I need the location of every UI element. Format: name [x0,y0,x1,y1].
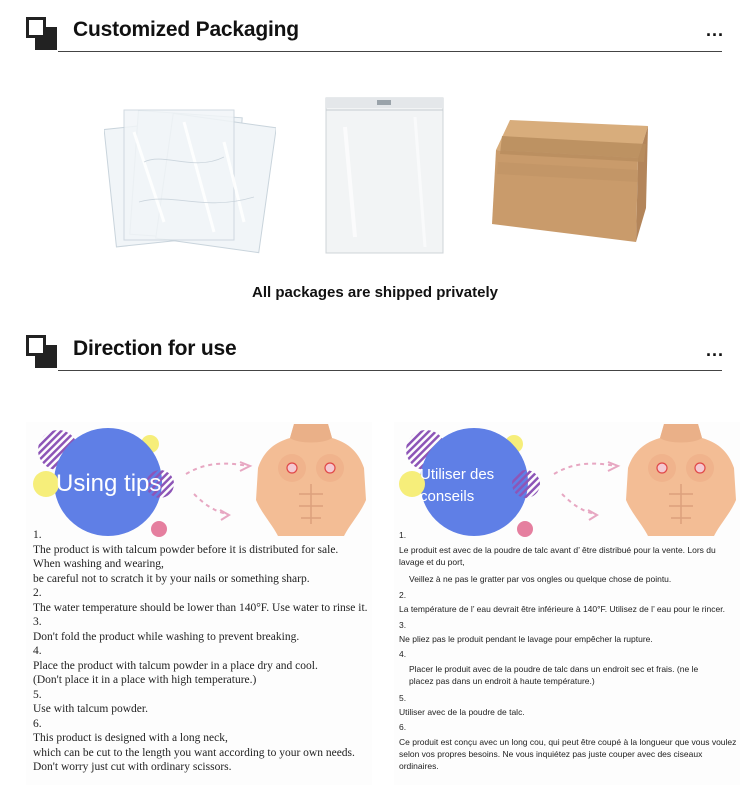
tips-line: The product is with talcum powder before it is distributed for sale. [33,544,339,556]
tips-line: When washing and wearing, [33,558,164,570]
tips-line: Don't fold the product while washing to prevent breaking. [33,631,300,643]
tips-line: 2. [399,590,407,600]
section-square-icon [26,17,58,51]
tips-panel-english [26,422,372,785]
cardboard-box-image [488,118,650,244]
tips-line: 5. [399,693,407,703]
tips-line: Ce produit est conçu avec un long cou, qui peut être coupé à la longueur que vous voulez [399,737,737,747]
tips-line: 3. [399,620,407,630]
tips-line: Utiliser avec de la poudre de talc. [399,707,525,717]
tips-line: 5. [33,689,42,701]
tips-line: This product is designed with a long neck, [33,732,228,744]
section-header-packaging [0,12,750,72]
tips-line: Placer le produit avec de la poudre de talc dans un endroit sec et frais. (ne le [409,664,699,674]
section-title: Direction for use [73,337,237,360]
clear-bag-image [325,97,445,255]
packaging-caption: All packages are shipped privately [252,284,498,301]
section-divider [58,370,722,371]
tips-line: Le produit est avec de la poudre de talc avant d’ être distribué pour la vente. Lors du [399,545,716,555]
tips-line: lavage et du port, [399,557,465,567]
plastic-bags-image [104,102,276,257]
tips-line: The water temperature should be lower than 140°F. Use water to rinse it. [33,602,368,614]
tips-line: ordinaires. [399,761,439,771]
tips-line: Ne pliez pas le produit pendant le lavage pour empêcher la rupture. [399,634,653,644]
tips-line: 6. [399,722,407,732]
tips-badge-label [420,464,494,508]
tips-line: 4. [399,649,407,659]
tips-line: which can be cut to the length you want according to your own needs. [33,747,355,759]
tips-line: placez pas dans un endroit à haute température.) [409,676,595,686]
tips-line: 1. [33,529,42,541]
more-icon[interactable]: ... [706,20,725,40]
tips-line: 4. [33,645,42,657]
product-torso-image [624,424,738,536]
tips-line: 1. [399,530,407,540]
tips-line: (Don't place it in a place with high temperature.) [33,674,257,686]
tips-badge-label-line2: conseils [420,488,475,505]
tips-line: 3. [33,616,42,628]
more-icon[interactable]: ... [706,340,725,360]
section-title: Customized Packaging [73,18,299,41]
tips-line: selon vos propres besoins. Ne vous inquiétez pas juste couper avec des ciseaux [399,749,703,759]
section-square-icon [26,335,58,369]
tips-line: be careful not to scratch it by your nails or something sharp. [33,573,310,585]
tips-line: Use with talcum powder. [33,703,148,715]
tips-line: La température de l’ eau devrait être inférieure à 140°F. Utilisez de l’ eau pour le rincer. [399,604,725,614]
tips-line: Don't worry just cut with ordinary scissors. [33,761,232,773]
tips-line: 2. [33,587,42,599]
section-header-directions [0,330,750,390]
tips-line: Place the product with talcum powder in a place dry and cool. [33,660,318,672]
tips-line: Veillez à ne pas le gratter par vos ongles ou quelque chose de pointu. [409,574,672,584]
tips-badge-label-line1: Utiliser des [420,466,495,483]
tips-line: 6. [33,718,42,730]
section-divider [58,51,722,52]
tips-badge-label: Using tips [56,470,162,497]
tips-panel-french [394,422,740,785]
product-torso-image [254,424,368,536]
